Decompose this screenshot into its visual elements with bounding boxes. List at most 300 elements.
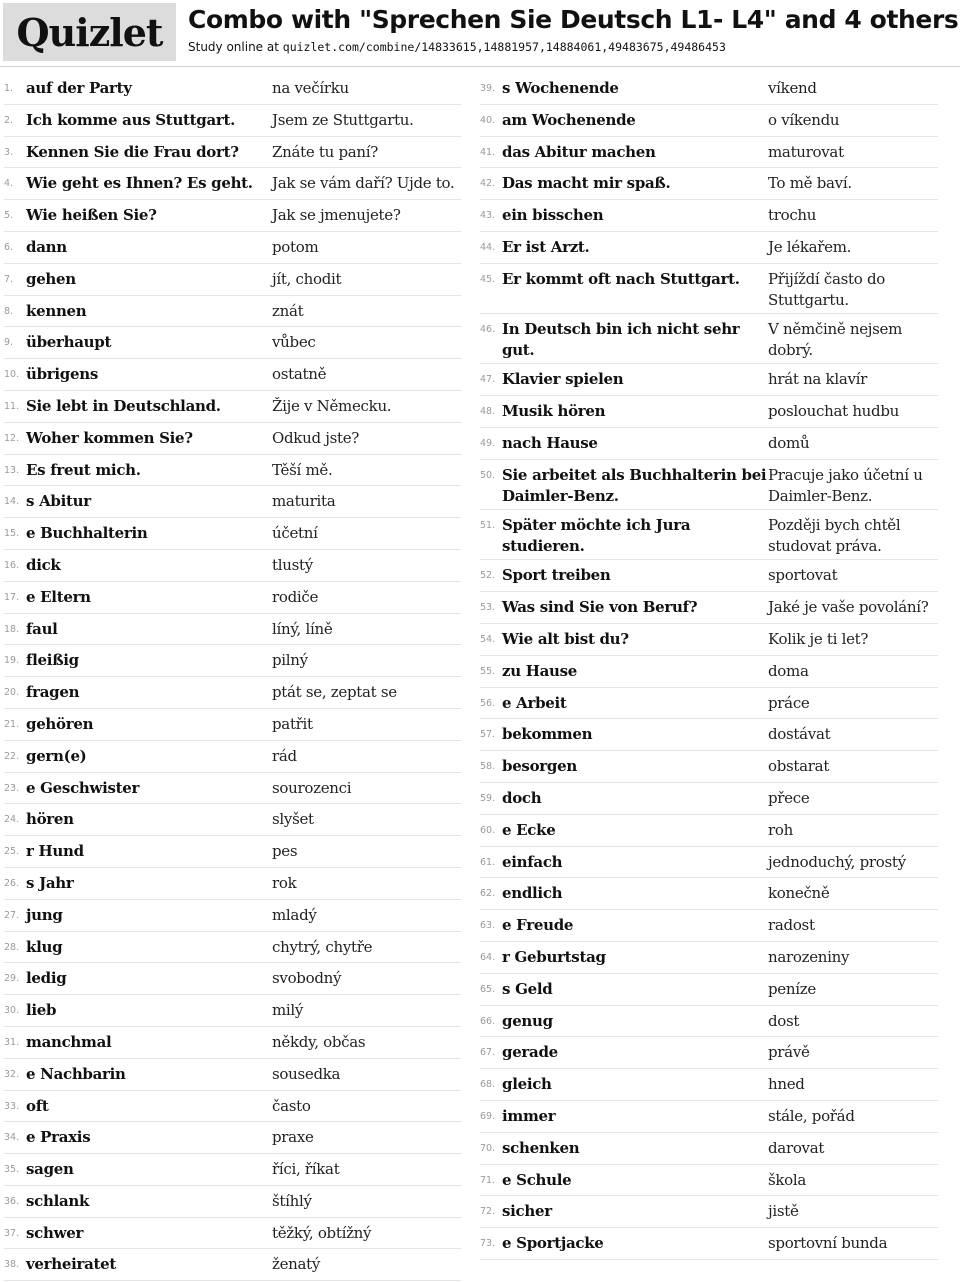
card-number: 43. [480, 210, 496, 222]
card-term: gehören [26, 714, 94, 733]
card-row [480, 1228, 938, 1260]
card-term: kennen [26, 301, 87, 320]
card-number: 24. [4, 814, 20, 826]
card-row [480, 1069, 938, 1101]
card-number: 54. [480, 633, 496, 645]
card-term: verheiratet [26, 1255, 117, 1274]
card-term: Sie lebt in Deutschland. [26, 396, 221, 415]
card-number: 49. [480, 437, 496, 449]
card-row [4, 614, 461, 646]
page-header [0, 0, 960, 67]
card-row [480, 942, 938, 974]
card-definition: Odkud jste? [272, 428, 360, 447]
card-definition: sourozenci [272, 778, 352, 797]
card-number: 22. [4, 750, 20, 762]
card-number: 56. [480, 697, 496, 709]
card-number: 17. [4, 591, 20, 603]
card-row [480, 1165, 938, 1197]
card-definition: víkend [768, 79, 817, 97]
card-row [4, 486, 461, 518]
card-row [4, 1059, 461, 1091]
card-number: 60. [480, 824, 496, 836]
card-definition: často [272, 1096, 311, 1115]
card-number: 8. [4, 305, 14, 317]
card-term: lieb [26, 1001, 57, 1020]
card-term: gleich [502, 1075, 552, 1094]
card-row [4, 645, 461, 677]
card-definition: praxe [272, 1128, 314, 1147]
card-number: 4. [4, 178, 14, 190]
card-number: 25. [4, 846, 20, 858]
card-definition: sportovat [768, 566, 838, 585]
card-row [480, 910, 938, 942]
card-number: 11. [4, 400, 20, 412]
card-definition: ženatý [272, 1255, 321, 1274]
card-definition: ptát se, zeptat se [272, 683, 397, 702]
card-row [4, 582, 461, 614]
card-definition: na večírku [272, 79, 349, 97]
card-number: 35. [4, 1164, 20, 1176]
card-definition: Jsem ze Stuttgartu. [272, 110, 414, 129]
card-term: s Jahr [26, 873, 74, 892]
card-row [4, 868, 461, 900]
card-row [480, 510, 938, 560]
card-number: 15. [4, 528, 20, 540]
card-number: 21. [4, 718, 20, 730]
card-definition: znát [272, 301, 304, 320]
card-definition: narozeniny [768, 947, 850, 966]
card-number: 23. [4, 782, 20, 794]
card-term: e Nachbarin [26, 1064, 126, 1083]
card-number: 31. [4, 1036, 20, 1048]
card-row [4, 455, 461, 487]
card-number: 19. [4, 655, 20, 667]
card-definition: o víkendu [768, 110, 840, 129]
card-row [480, 1196, 938, 1228]
subtitle-prefix: Study online at [188, 40, 283, 54]
card-term: Sport treiben [502, 566, 611, 585]
card-number: 72. [480, 1206, 496, 1218]
card-term: bekommen [502, 725, 593, 744]
card-term: In Deutsch bin ich nicht sehr gut. [502, 320, 740, 360]
card-definition: Je lékařem. [768, 237, 852, 256]
card-definition: hrát na klavír [768, 370, 868, 389]
card-number: 59. [480, 792, 496, 804]
card-term: s Geld [502, 979, 553, 998]
card-term: Sie arbeitet als Buchhalterin bei Daimler-Benz. [502, 465, 767, 505]
card-row [480, 200, 938, 232]
card-row [480, 974, 938, 1006]
card-row [4, 709, 461, 741]
card-definition: Kolik je ti let? [768, 629, 869, 648]
card-term: sicher [502, 1202, 552, 1221]
card-number: 9. [4, 337, 14, 349]
card-number: 57. [480, 729, 496, 741]
card-number: 62. [480, 888, 496, 900]
card-definition: potom [272, 237, 319, 256]
card-number: 67. [480, 1047, 496, 1059]
card-row [4, 963, 461, 995]
card-definition: sportovní bunda [768, 1234, 888, 1253]
card-row [4, 1186, 461, 1218]
card-row [4, 296, 461, 328]
card-term: das Abitur machen [502, 142, 656, 161]
card-row [4, 900, 461, 932]
card-definition: Přijíždí často do Stuttgartu. [768, 269, 885, 309]
card-row [480, 73, 938, 105]
card-row [480, 105, 938, 137]
card-definition: Pracuje jako účetní u Daimler-Benz. [768, 465, 923, 505]
card-definition: Těší mě. [272, 460, 333, 479]
card-definition: práce [768, 693, 810, 712]
card-row [4, 327, 461, 359]
card-definition: doma [768, 661, 809, 680]
card-number: 45. [480, 273, 496, 285]
card-number: 70. [480, 1142, 496, 1154]
card-definition: přece [768, 788, 810, 807]
card-term: e Arbeit [502, 693, 567, 712]
card-number: 18. [4, 623, 20, 635]
card-definition: domů [768, 433, 810, 452]
card-row [480, 168, 938, 200]
card-row [4, 836, 461, 868]
card-definition: slyšet [272, 810, 314, 829]
card-row [4, 423, 461, 455]
card-term: Woher kommen Sie? [26, 428, 193, 447]
card-definition: účetní [272, 524, 318, 543]
card-term: Was sind Sie von Beruf? [502, 598, 698, 617]
card-term: schenken [502, 1138, 580, 1157]
card-row [4, 73, 461, 105]
card-term: schwer [26, 1223, 84, 1242]
card-number: 26. [4, 877, 20, 889]
card-term: e Ecke [502, 820, 556, 839]
card-number: 50. [480, 469, 496, 481]
card-definition: svobodný [272, 969, 342, 988]
card-definition: tlustý [272, 555, 313, 574]
card-definition: hned [768, 1075, 805, 1094]
study-online-line [188, 40, 726, 54]
card-row [480, 1037, 938, 1069]
card-definition: Žije v Německu. [272, 396, 392, 415]
card-definition: milý [272, 1001, 304, 1020]
card-term: e Schule [502, 1170, 572, 1189]
card-term: immer [502, 1106, 556, 1125]
card-term: jung [26, 905, 63, 924]
card-term: Wie heißen Sie? [26, 206, 157, 225]
card-row [4, 1218, 461, 1250]
card-row [480, 314, 938, 364]
card-term: klug [26, 937, 63, 956]
card-number: 20. [4, 687, 20, 699]
card-term: Wie geht es Ihnen? Es geht. [26, 174, 253, 193]
card-term: s Abitur [26, 492, 91, 511]
card-row [4, 232, 461, 264]
card-number: 63. [480, 920, 496, 932]
card-definition: škola [768, 1170, 807, 1189]
card-definition: ostatně [272, 365, 327, 384]
card-term: überhaupt [26, 333, 112, 352]
card-definition: sousedka [272, 1064, 341, 1083]
card-number: 44. [480, 241, 496, 253]
card-number: 13. [4, 464, 20, 476]
card-definition: stále, pořád [768, 1106, 855, 1125]
card-row [480, 364, 938, 396]
card-definition: maturita [272, 492, 336, 511]
card-term: einfach [502, 852, 563, 871]
card-definition: vůbec [272, 333, 316, 352]
card-term: r Hund [26, 842, 84, 861]
card-term: gehen [26, 269, 76, 288]
card-number: 37. [4, 1227, 20, 1239]
card-definition: Jak se jmenujete? [272, 206, 401, 225]
card-row [480, 428, 938, 460]
card-number: 10. [4, 369, 20, 381]
card-definition: štíhlý [272, 1191, 312, 1210]
card-definition: radost [768, 916, 815, 935]
quizlet-logo [3, 3, 176, 61]
card-term: s Wochenende [502, 79, 619, 97]
card-number: 71. [480, 1174, 496, 1186]
card-number: 58. [480, 761, 496, 773]
card-term: übrigens [26, 365, 98, 384]
card-term: auf der Party [26, 79, 132, 97]
card-row [4, 518, 461, 550]
card-definition: dost [768, 1011, 800, 1030]
card-row [4, 1154, 461, 1186]
card-number: 47. [480, 374, 496, 386]
card-number: 64. [480, 951, 496, 963]
card-definition: jistě [768, 1202, 799, 1221]
card-term: ein bisschen [502, 206, 604, 225]
card-term: Ich komme aus Stuttgart. [26, 110, 236, 129]
card-row [480, 232, 938, 264]
card-number: 6. [4, 241, 14, 253]
card-row [480, 264, 938, 314]
card-definition: Jak se vám daří? Ujde to. [272, 174, 455, 193]
card-definition: To mě baví. [768, 174, 852, 193]
card-number: 53. [480, 602, 496, 614]
card-term: gerade [502, 1043, 558, 1062]
card-definition: trochu [768, 206, 817, 225]
card-number: 28. [4, 941, 20, 953]
card-number: 30. [4, 1005, 20, 1017]
card-number: 42. [480, 178, 496, 190]
card-row [480, 460, 938, 510]
card-definition: líný, líně [272, 619, 333, 638]
card-term: r Geburtstag [502, 947, 606, 966]
card-definition: Později bych chtěl studovat práva. [768, 516, 901, 556]
card-term: e Buchhalterin [26, 524, 148, 543]
card-row [4, 773, 461, 805]
card-term: faul [26, 619, 58, 638]
card-definition: dostávat [768, 725, 831, 744]
card-definition: poslouchat hudbu [768, 402, 900, 421]
card-number: 40. [480, 114, 496, 126]
card-definition: rok [272, 873, 297, 892]
card-term: Kennen Sie die Frau dort? [26, 142, 239, 161]
card-term: Später möchte ich Jura studieren. [502, 516, 691, 556]
card-definition: říci, říkat [272, 1160, 340, 1179]
card-definition: rodiče [272, 587, 319, 606]
page-title: Combo with "Sprechen Sie Deutsch L1- L4" and 4 others [188, 5, 959, 34]
card-definition: chytrý, chytře [272, 937, 373, 956]
card-term: fragen [26, 683, 80, 702]
card-number: 14. [4, 496, 20, 508]
card-definition: V němčině nejsem dobrý. [768, 320, 903, 360]
card-number: 5. [4, 210, 14, 222]
card-definition: pilný [272, 651, 308, 670]
card-number: 41. [480, 146, 496, 158]
card-term: sagen [26, 1160, 74, 1179]
card-number: 32. [4, 1068, 20, 1080]
card-number: 66. [480, 1015, 496, 1027]
card-term: ledig [26, 969, 67, 988]
card-row [480, 847, 938, 879]
card-number: 2. [4, 114, 14, 126]
card-number: 68. [480, 1079, 496, 1091]
card-number: 3. [4, 146, 14, 158]
card-term: Klavier spielen [502, 370, 624, 389]
card-row [480, 783, 938, 815]
card-row [4, 168, 461, 200]
card-list-left [4, 73, 461, 1281]
card-row [4, 137, 461, 169]
card-number: 38. [4, 1259, 20, 1271]
card-definition: rád [272, 746, 297, 765]
card-term: am Wochenende [502, 110, 636, 129]
card-row [480, 751, 938, 783]
card-term: oft [26, 1096, 49, 1115]
card-row [480, 592, 938, 624]
card-definition: peníze [768, 979, 816, 998]
card-row [4, 200, 461, 232]
card-term: dann [26, 237, 67, 256]
card-number: 16. [4, 559, 20, 571]
card-term: zu Hause [502, 661, 578, 680]
card-row [4, 1027, 461, 1059]
card-definition: mladý [272, 905, 317, 924]
card-term: e Eltern [26, 587, 91, 606]
card-row [480, 1006, 938, 1038]
card-definition: roh [768, 820, 793, 839]
card-term: endlich [502, 884, 563, 903]
card-number: 48. [480, 406, 496, 418]
card-term: schlank [26, 1191, 90, 1210]
card-term: genug [502, 1011, 553, 1030]
card-row [4, 741, 461, 773]
card-row [480, 656, 938, 688]
card-row [4, 359, 461, 391]
card-term: e Praxis [26, 1128, 91, 1147]
card-row [480, 1101, 938, 1133]
card-term: doch [502, 788, 542, 807]
card-row [4, 105, 461, 137]
card-term: Er ist Arzt. [502, 237, 590, 256]
card-row [4, 995, 461, 1027]
card-definition: jít, chodit [272, 269, 342, 288]
card-row [4, 804, 461, 836]
card-number: 65. [480, 983, 496, 995]
card-list-right [480, 73, 938, 1260]
card-row [480, 719, 938, 751]
card-definition: darovat [768, 1138, 825, 1157]
card-row [480, 1133, 938, 1165]
card-number: 51. [480, 520, 496, 532]
card-row [480, 878, 938, 910]
card-row [4, 550, 461, 582]
card-number: 1. [4, 83, 14, 94]
card-term: dick [26, 555, 61, 574]
card-definition: obstarat [768, 757, 830, 776]
card-number: 7. [4, 273, 14, 285]
card-number: 55. [480, 665, 496, 677]
card-number: 34. [4, 1132, 20, 1144]
card-definition: Znáte tu paní? [272, 142, 379, 161]
card-row [480, 396, 938, 428]
card-number: 27. [4, 909, 20, 921]
card-definition: Jaké je vaše povolání? [768, 598, 929, 617]
card-term: Er kommt oft nach Stuttgart. [502, 269, 740, 288]
card-row [4, 1122, 461, 1154]
card-term: besorgen [502, 757, 577, 776]
card-term: e Geschwister [26, 778, 140, 797]
card-number: 36. [4, 1195, 20, 1207]
card-row [4, 391, 461, 423]
card-number: 33. [4, 1100, 20, 1112]
card-definition: maturovat [768, 142, 844, 161]
card-term: manchmal [26, 1032, 112, 1051]
card-row [480, 624, 938, 656]
card-term: nach Hause [502, 433, 598, 452]
card-number: 12. [4, 432, 20, 444]
card-term: fleißig [26, 651, 79, 670]
study-online-link[interactable]: quizlet.com/combine/14833615,14881957,14884061,49483675,49486453 [282, 40, 726, 54]
card-number: 52. [480, 570, 496, 582]
card-number: 46. [480, 324, 496, 336]
card-row [480, 560, 938, 592]
card-number: 73. [480, 1238, 496, 1250]
card-row [4, 1091, 461, 1123]
card-definition: patřit [272, 714, 313, 733]
card-term: e Sportjacke [502, 1234, 604, 1253]
card-row [480, 137, 938, 169]
card-term: Musik hören [502, 402, 606, 421]
card-number: 69. [480, 1110, 496, 1122]
card-number: 61. [480, 856, 496, 868]
card-definition: pes [272, 842, 298, 861]
card-term: Wie alt bist du? [502, 629, 629, 648]
card-term: hören [26, 810, 74, 829]
card-number: 29. [4, 973, 20, 985]
card-term: e Freude [502, 916, 574, 935]
card-row [480, 688, 938, 720]
card-row [4, 1249, 461, 1281]
card-term: Es freut mich. [26, 460, 141, 479]
card-definition: právě [768, 1043, 810, 1062]
card-definition: jednoduchý, prostý [768, 852, 906, 871]
card-row [4, 932, 461, 964]
card-definition: těžký, obtížný [272, 1223, 372, 1242]
card-number: 39. [480, 83, 496, 94]
card-row [4, 264, 461, 296]
card-row [480, 815, 938, 847]
card-definition: konečně [768, 884, 830, 903]
card-term: gern(e) [26, 746, 87, 765]
logo-text: Quizlet [16, 9, 163, 55]
card-term: Das macht mir spaß. [502, 174, 671, 193]
card-row [4, 677, 461, 709]
